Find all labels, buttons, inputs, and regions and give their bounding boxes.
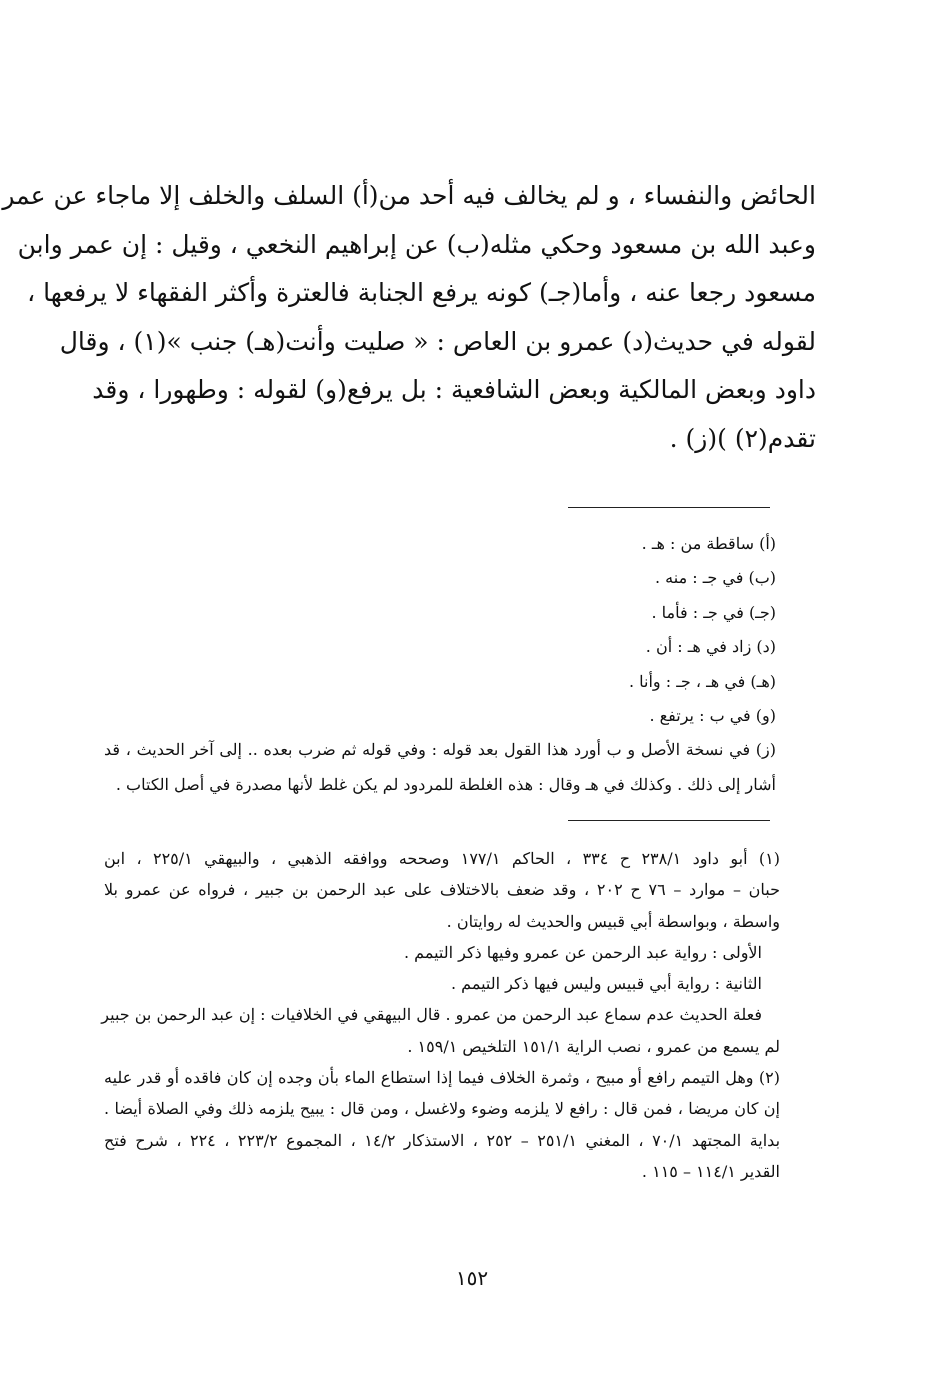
- footnote-separator-references: [568, 820, 770, 821]
- reference-note-line: لم يسمع من عمرو ، نصب الراية ١٥١/١ التلخيص ١٥٩/١ .: [407, 1036, 780, 1056]
- reference-note-line: (٢) وهل التيمم رافع أو مبيح ، وثمرة الخلاف فيما إذا استطاع الماء بأن وجده إن كان فاقده أو قدر عليه: [104, 1068, 781, 1088]
- page-number: ١٥٢: [455, 1266, 489, 1290]
- reference-note-line: (١) أبو داود ٢٣٨/١ ح ٣٣٤ ، الحاكم ١٧٧/١ وصححه ووافقه الذهبي ، والبيهقي ٢٢٥/١ ، ابن: [104, 849, 780, 868]
- body-line: مسعود رجعا عنه ، وأما(جـ) كونه يرفع الجنابة فالعترة وأكثر الفقهاء لا يرفعها ،: [27, 278, 816, 307]
- reference-note-line: القدير ١١٤/١ – ١١٥ .: [641, 1161, 780, 1181]
- variant-note: (جـ) في جـ : فأما .: [651, 602, 776, 622]
- variant-note: (ب) في جـ : منه .: [655, 568, 776, 588]
- variant-note: (و) في ب : يرتفع .: [649, 706, 776, 726]
- body-line: داود وبعض المالكية وبعض الشافعية : بل يرفع(و) لقوله : وطهورا ، وقد: [92, 375, 816, 404]
- variant-note-z: [104, 733, 776, 802]
- variant-footnotes: [104, 527, 776, 802]
- reference-note-line: فعلة الحديث عدم سماع عبد الرحمن من عمرو . قال البيهقي في الخلافيات : إن عبد الرحمن بن جبير: [101, 1005, 762, 1025]
- reference-note-line: الثانية : رواية أبي قبيس وليس فيها ذكر التيمم .: [451, 974, 762, 994]
- variant-note: (د) زاد في هـ : أن .: [645, 637, 776, 657]
- variant-note-line: (ز) في نسخة الأصل و ب أورد هذا القول بعد قوله : وفي قوله ثم ضرب بعده .. إلى آخر الحديث ، قد: [104, 740, 776, 760]
- reference-footnotes: [101, 843, 781, 1187]
- reference-note-line: حبان – موارد – ٧٦ ح ٢٠٢ ، وقد ضعف بالاختلاف على عبد الرحمن بن جبير ، فرواه عن عمرو بلا: [104, 880, 781, 900]
- body-line: الحائض والنفساء ، و لم يخالف فيه أحد من(أ) السلف والخلف إلا ماجاء عن عمر: [2, 181, 816, 210]
- variant-note-line: أشار إلى ذلك . وكذلك في هـ وقال : هذه الغلطة للمردود لم يكن غلط لأنها مصدرة في أصل الكتاب .: [115, 774, 776, 794]
- reference-note-line: الأولى : رواية عبد الرحمن عن عمرو وفيها ذكر التيمم .: [404, 942, 762, 962]
- body-line: لقوله في حديث(د) عمرو بن العاص : « صليت وأنت(هـ) جنب »(١) ، وقال: [59, 326, 816, 356]
- variant-note: (أ) ساقطة من : هـ .: [641, 534, 776, 553]
- body-line: تقدم(٢) )(ز) .: [669, 423, 816, 453]
- reference-note-line: إن كان مريضا ، فمن قال : رافع لا يلزمه وضوء ولاغسل ، ومن قال : يبيح يلزمه ذلك وفي الصلاة أيضا .: [104, 1099, 780, 1119]
- reference-note-line: واسطة ، وبواسطة أبي قبيس والحديث له روايتان .: [446, 911, 780, 931]
- reference-note-line: بداية المجتهد ٧٠/١ ، المغني ٢٥١/١ – ٢٥٢ ، الاستذكار ١٤/٢ ، المجموع ٢٢٣/٢ ، ٢٢٤ ، شرح فتح: [104, 1130, 781, 1150]
- footnote-separator-variants: [568, 507, 770, 508]
- main-body-text: [2, 172, 816, 463]
- body-line: وعبد الله بن مسعود وحكي مثله(ب) عن إبراهيم النخعي ، وقيل : إن عمر وابن: [17, 229, 816, 259]
- variant-note: (هـ) في هـ ، جـ : وأنا .: [628, 671, 776, 691]
